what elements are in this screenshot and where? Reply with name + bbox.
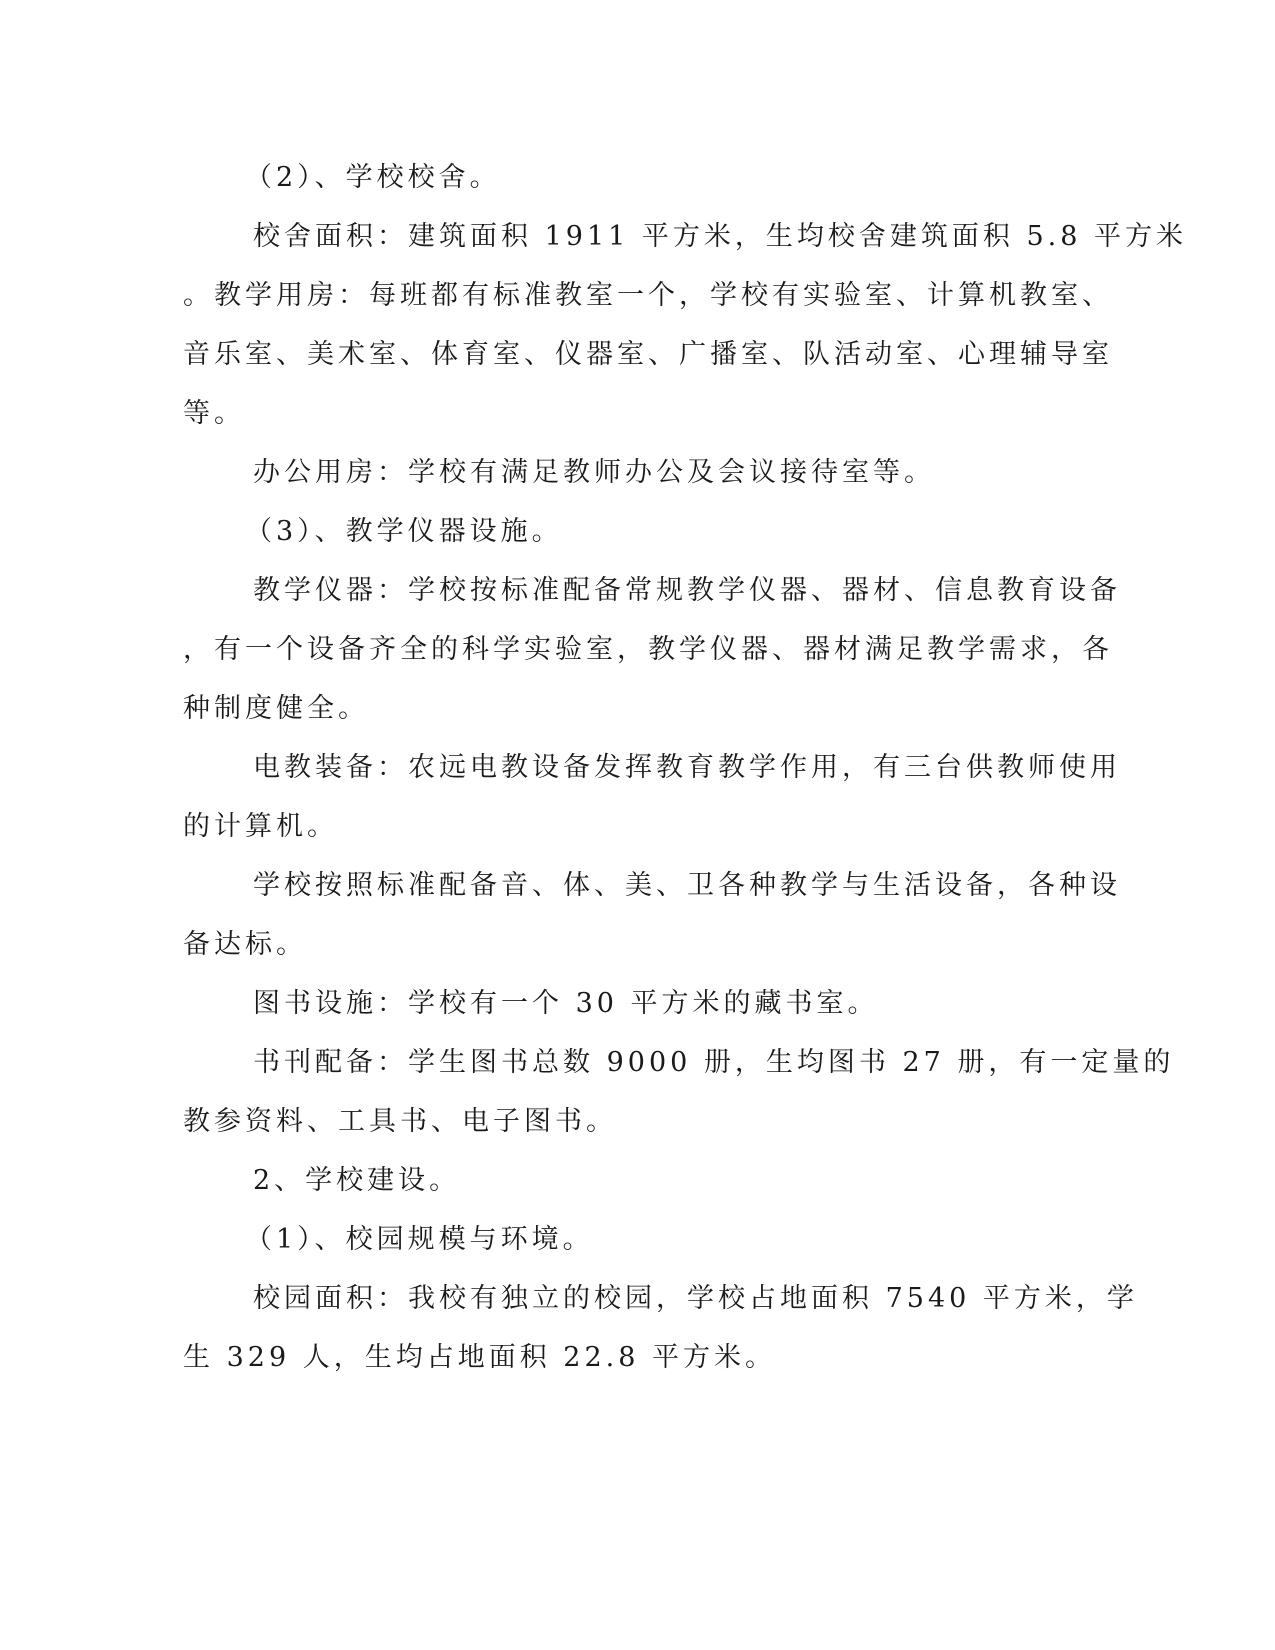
section-heading-school-buildings: （2）、学校校舍。 xyxy=(245,162,501,193)
section-heading-teaching-equipment: （3）、教学仪器设施。 xyxy=(245,516,563,547)
paragraph-line: 办公用房：学校有满足教师办公及会议接待室等。 xyxy=(253,457,935,488)
paragraph-line: 。教学用房：每班都有标准教室一个，学校有实验室、计算机教室、 xyxy=(183,280,1113,311)
section-heading-school-construction: 2、学校建设。 xyxy=(253,1165,461,1196)
paragraph-line: 的计算机。 xyxy=(183,811,338,842)
paragraph-line: 教参资料、工具书、电子图书。 xyxy=(183,1106,617,1137)
paragraph-line: 书刊配备：学生图书总数 9000 册，生均图书 27 册，有一定量的 xyxy=(253,1047,1175,1078)
paragraph-line: 音乐室、美术室、体育室、仪器室、广播室、队活动室、心理辅导室 xyxy=(183,339,1113,370)
document-body xyxy=(183,148,1187,1387)
section-heading-campus-scale: （1）、校园规模与环境。 xyxy=(245,1224,594,1255)
paragraph-line: 种制度健全。 xyxy=(183,693,369,724)
paragraph-line: ，有一个设备齐全的科学实验室，教学仪器、器材满足教学需求，各 xyxy=(183,634,1113,665)
paragraph-line: 生 329 人，生均占地面积 22.8 平方米。 xyxy=(183,1342,776,1373)
paragraph-line: 备达标。 xyxy=(183,929,307,960)
paragraph-line: 教学仪器：学校按标准配备常规教学仪器、器材、信息教育设备 xyxy=(253,575,1121,606)
paragraph-line: 等。 xyxy=(183,398,245,429)
paragraph-line: 学校按照标准配备音、体、美、卫各种教学与生活设备，各种设 xyxy=(253,870,1121,901)
paragraph-line: 图书设施：学校有一个 30 平方米的藏书室。 xyxy=(253,988,879,1019)
paragraph-line: 校舍面积：建筑面积 1911 平方米，生均校舍建筑面积 5.8 平方米 xyxy=(253,221,1187,252)
paragraph-line: 电教装备：农远电教设备发挥教育教学作用，有三台供教师使用 xyxy=(253,752,1121,783)
paragraph-line: 校园面积：我校有独立的校园，学校占地面积 7540 平方米，学 xyxy=(253,1283,1138,1314)
